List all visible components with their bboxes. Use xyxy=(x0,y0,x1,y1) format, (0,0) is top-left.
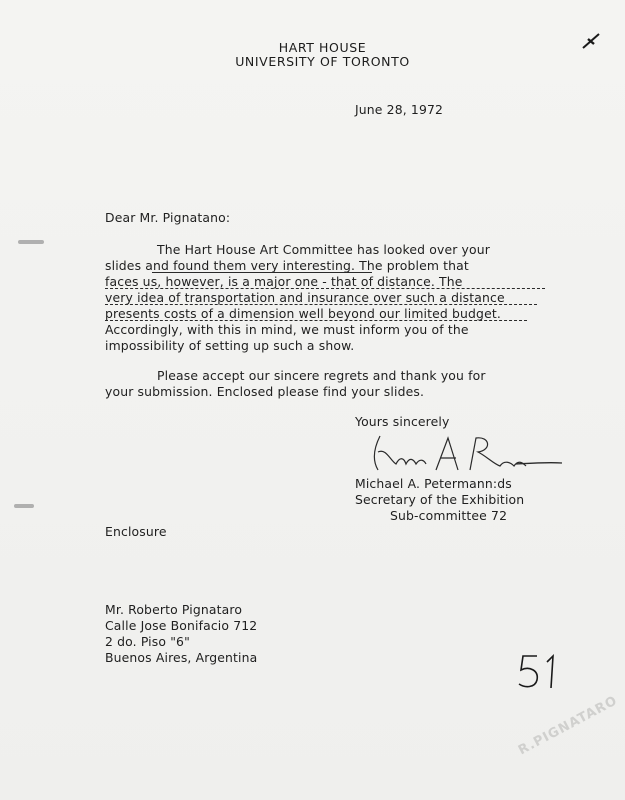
collection-stamp: R.PIGNATARO xyxy=(516,693,621,759)
recipient-address-line: Calle Jose Bonifacio 712 xyxy=(105,618,258,633)
paragraph-line: very idea of transportation and insurance over such a distance xyxy=(105,290,505,305)
letterhead-university: UNIVERSITY OF TORONTO xyxy=(235,54,410,69)
paragraph-line: presents costs of a dimension well beyond our limited budget. xyxy=(105,306,501,321)
signature-image xyxy=(366,430,566,476)
paragraph-line: impossibility of setting up such a show. xyxy=(105,338,355,353)
margin-smudge xyxy=(14,504,34,508)
ink-mark-icon xyxy=(580,30,602,52)
pen-underline xyxy=(105,320,527,321)
letter-date: June 28, 1972 xyxy=(355,102,444,117)
signatory-title: Secretary of the Exhibition xyxy=(355,492,525,507)
enclosure-note: Enclosure xyxy=(105,524,167,539)
signatory-subtitle: Sub-committee 72 xyxy=(390,508,508,523)
paragraph-line: slides and found them very interesting. The problem that xyxy=(105,258,469,273)
margin-smudge xyxy=(18,240,44,244)
recipient-address-line: Mr. Roberto Pignataro xyxy=(105,602,243,617)
salutation: Dear Mr. Pignatano: xyxy=(105,210,231,225)
pen-underline xyxy=(105,304,537,305)
closing: Yours sincerely xyxy=(355,414,450,429)
signatory-name: Michael A. Petermann:ds xyxy=(355,476,512,491)
handwritten-page-number xyxy=(515,650,565,692)
letterhead-org: HART HOUSE xyxy=(278,40,367,55)
paragraph-line: Accordingly, with this in mind, we must inform you of the xyxy=(105,322,469,337)
pen-underline xyxy=(152,272,372,273)
pen-underline xyxy=(105,288,545,289)
paragraph-line: your submission. Enclosed please find your slides. xyxy=(105,384,425,399)
paragraph-line: Please accept our sincere regrets and thank you for xyxy=(157,368,486,383)
recipient-address-line: 2 do. Piso "6" xyxy=(105,634,190,649)
recipient-address-line: Buenos Aires, Argentina xyxy=(105,650,258,665)
paragraph-line: The Hart House Art Committee has looked over your xyxy=(157,242,491,257)
paragraph-line: faces us, however, is a major one - that of distance. The xyxy=(105,274,463,289)
